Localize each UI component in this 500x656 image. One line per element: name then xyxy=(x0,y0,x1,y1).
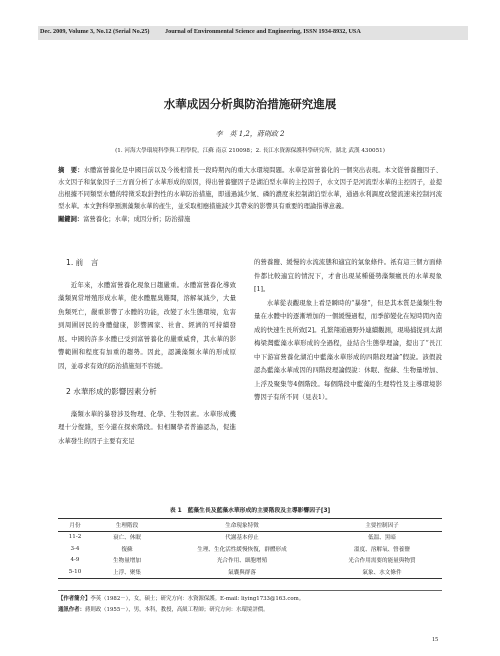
table-cell: 生理、生化活性緩慢恢復，群體形成 xyxy=(197,546,287,553)
table-cell: 5-10 xyxy=(58,566,92,578)
journal-issue: Dec. 2009, Volume 3, No.12 (Serial No.25) xyxy=(40,28,150,35)
affiliation: (1. 河海大學環境科學與工程學院，江蘇 南京 210098；2. 長江水資源保護科學研究所，湖北 武漢 430051) xyxy=(115,148,385,154)
authors: 李 英 1,2，蔣則政 2 xyxy=(215,130,285,138)
section2-heading: 2 水華形成的影響因素分析 xyxy=(66,387,157,396)
right-paragraph-2: 水華從表觀現象上看是瞬時的“暴發”，但是其本質是藻類生物量在水體中的逐漸增加的一個緩慢過程，而季節變化在短時間內造成的快速生長所致[2]。孔繁翔通過野外連續觀測，現場捕捉到太湖梅梁灣藍藻水華形成的全過程，並結合生態學理論，提出了“長江中下游富營養化湖泊中藍藻水華形成的四階段理論”假說。該假說認為藍藻水華成因的四階段理論假說：休眠、復蘇、生物量增加、上浮及聚集等4個階段。每個階段中藍藻的生理特性及主導環境影響因子有所不同（見表1）。 xyxy=(254,298,442,401)
corresponding-footnote-text: 蔣則政（1955－），男，本科，教授，高級工程師；研究方向：水環境評價。 xyxy=(84,607,269,613)
footnote-divider xyxy=(58,590,442,591)
table-cell: 生物量增加 xyxy=(113,558,141,565)
table-header-cell: 生理階段 xyxy=(92,519,162,532)
table-cell: 11-2 xyxy=(68,534,82,541)
left-column xyxy=(58,256,236,448)
table-cell: 氣象、水文條件 xyxy=(322,566,442,578)
table-row xyxy=(58,543,442,555)
table-cell: 溫度、溶解氧、營養鹽 xyxy=(354,546,410,553)
author-footnote xyxy=(58,594,442,602)
table-cell: 復蘇 xyxy=(121,546,133,553)
journal-name: Journal of Environmental Science and Engineering, ISSN 1934-8932, USA xyxy=(165,28,361,35)
table-cell: 光合作用、細胞增殖 xyxy=(216,558,268,565)
table-caption-text: 藍藻生長及藍藻水華形成的主要階段及主導影響因子[3] xyxy=(187,508,331,514)
table-cell: 衰亡、休眠 xyxy=(113,535,141,542)
table-header-cell: 生命現象特徵 xyxy=(162,519,322,532)
table-cell: 4-9 xyxy=(70,557,80,564)
table-caption-label: 表 1 xyxy=(169,508,182,514)
keywords-label: 關鍵詞： xyxy=(58,216,84,223)
table-row xyxy=(58,555,442,567)
right-column xyxy=(254,256,442,405)
table-header-row xyxy=(58,519,442,532)
page-number: 15 xyxy=(432,636,439,643)
section2-paragraph: 藻類水華的暴發涉及物理、化學、生物因素。水華形成機理十分復雜，至今還在探索階段。但相關學者普遍認為，促進水華發生的因子主要有充足 xyxy=(58,409,236,445)
author-footnote-text: 李英（1982－），女，碩士；研究方向：水資源保護。E-mail: liying1733@163.com。 xyxy=(90,596,305,602)
abstract-text: 水體富營養化是中國目前以及今後相當長一段時期內的重大水環境問題。水華是富營養化的一個突出表現。本文從營養鹽因子、水文因子和氣象因子三方面分析了水華形成的原因，得出營養鹽因子是湖泊型水華的主控因子，水文因子是河流型水華的主控因子，並提出根據不同類型水體的特徵采取針對性的水華防治措施，即通過減少氮、磷的濃度來控制湖泊型水華，通過水利調度改變流速來控制河流型水華。本文對科學預測藻類水華的產生，並采取相應措施減少其帶來的影響具有重要的理論指導意義。 xyxy=(58,167,443,210)
table-cell: 光合作用需要的能量與物質 xyxy=(348,558,416,565)
keywords-text: 富營養化；水華；成因分析；防治措施 xyxy=(83,216,191,223)
corresponding-footnote xyxy=(58,605,442,613)
table-cell: 3-4 xyxy=(70,545,80,552)
table-header-cell: 月份 xyxy=(58,519,92,532)
table-caption xyxy=(58,505,442,514)
table-cell: 低溫、黑暗 xyxy=(368,535,396,542)
keywords xyxy=(58,214,442,225)
abstract-label: 摘 要： xyxy=(58,167,84,174)
intro-paragraph: 近年來，水體富營養化現象日趨嚴重。水體富營養化導致藻類異常增殖形成水華，使水體腥臭難聞，溶解氧減少，大量魚類死亡，嚴重影響了水體的功能，改變了水生態環境，危害到周圍居民的身體健康，影響國家、社會、經濟的可持續發展。中國的許多水體已受到富營養化的嚴重威脅，其水華的影響範圍和程度有加重的趨勢。因此，認識藻類水華的形成原因，並尋求有效的防治措施刻不容緩。 xyxy=(58,280,236,370)
table-header-cell: 主要控制因子 xyxy=(322,519,442,532)
right-paragraph-1: 的營養鹽、緩慢的水流流態和適宜的氣象條件。祇有這三個方面條件都比較適宜的情況下，才會出現某種優勢藻類瘋長的水華現象[1]。 xyxy=(254,258,442,293)
corresponding-footnote-label: 通訊作者： xyxy=(58,607,85,613)
table-cell: 代謝基本停止 xyxy=(225,535,259,542)
table-row xyxy=(58,566,442,578)
table-cell: 上浮、聚集 xyxy=(92,566,162,578)
table-cell: 氣囊與群落 xyxy=(162,566,322,578)
author-footnote-label: 【作者簡介】 xyxy=(58,596,91,602)
stages-table xyxy=(58,518,442,579)
intro-heading: 1. 前 言 xyxy=(66,258,99,267)
table-row xyxy=(58,531,442,543)
paper-title: 水華成因分析與防治措施研究進展 xyxy=(163,97,337,111)
abstract xyxy=(58,165,442,213)
